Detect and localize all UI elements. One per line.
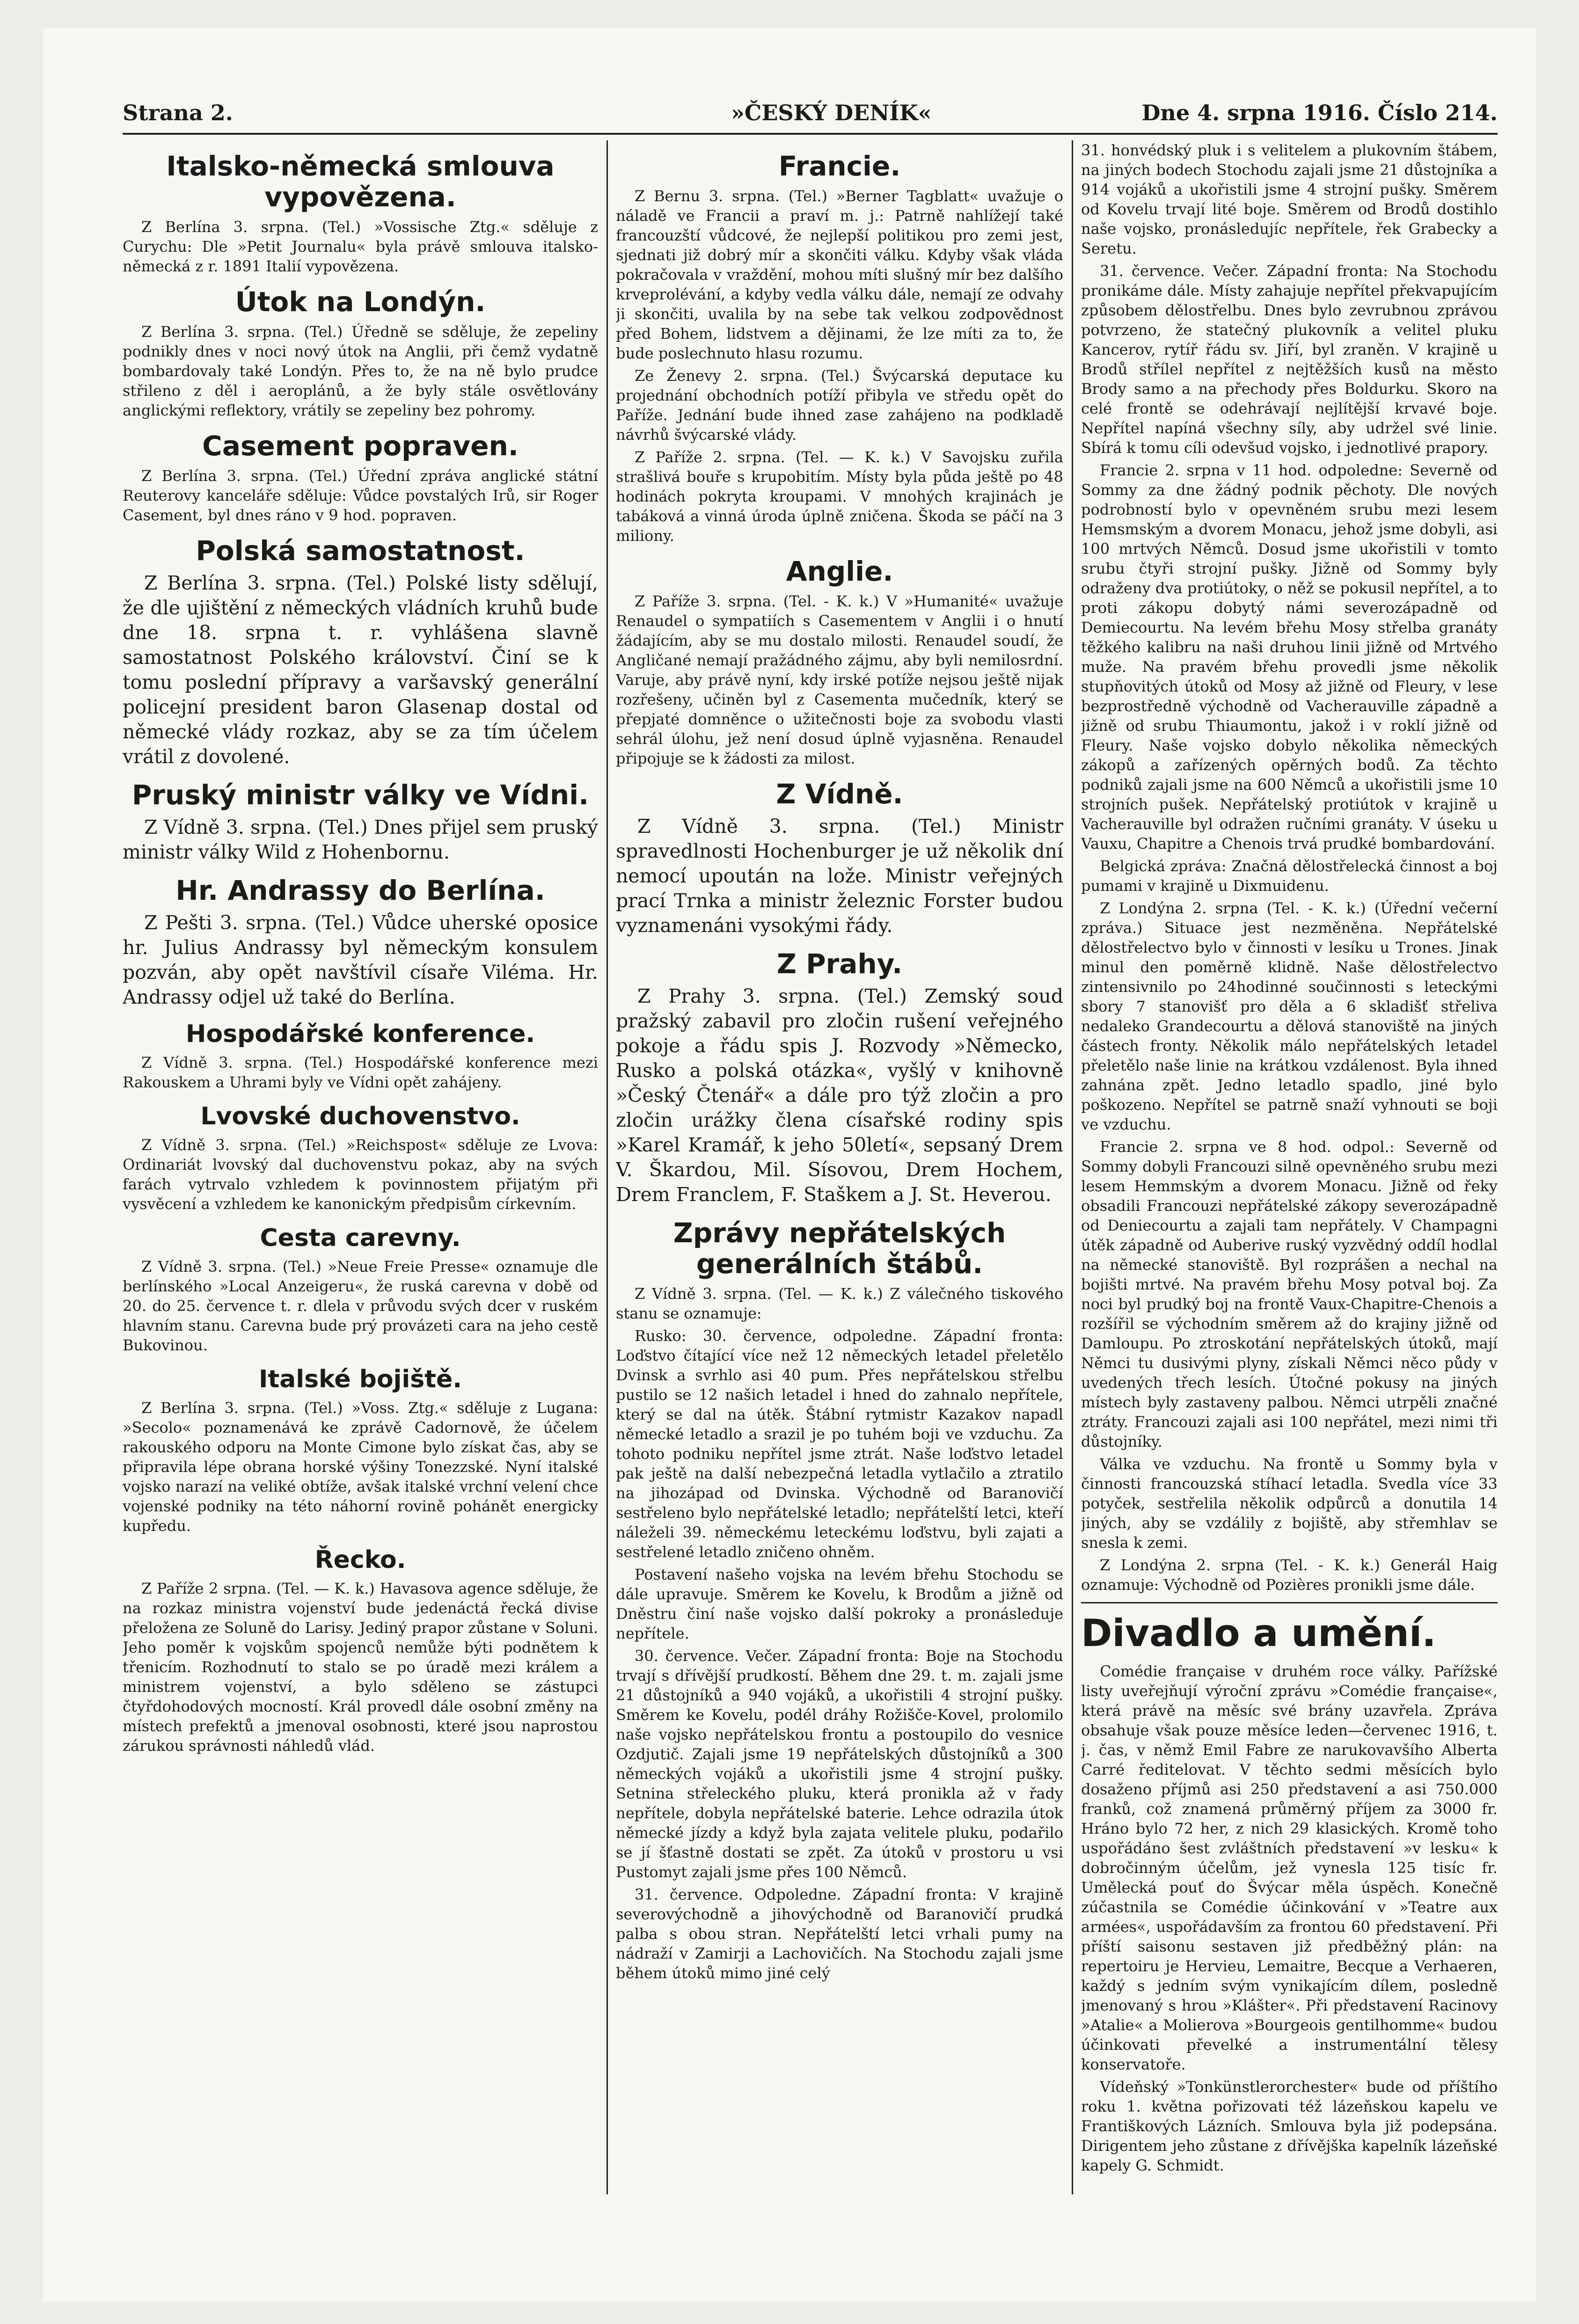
column-3	[1081, 140, 1498, 2193]
article-text: Z Londýna 2. srpna (Tel. - K. k.) (Úřední večerní zpráva.) Situace jest nezměněna. Nepřátelské dělostřelectvo bylo v činnosti v lesíku u Trones. Jinak minul den poměrně klidně. Naše dělostřelectvo zintensivnilo po 24hodinné součinnosti s leteckými sbory 7 stanovišť pro děla a 6 skladišť střeliva nedaleko Grandecourtu a dělová stanoviště na jiných částech fronty. Několik málo nepřátelských letadel přeletělo naše linie na krátkou vzdálenost. Byla ihned zahnána zpět. Jedno letadlo spadlo, jiné bylo poškozeno. Nepřítel se patrně snaží vyhnouti se boji ve vzduchu.	[1081, 899, 1498, 1133]
article-text: Z Paříže 2 srpna. (Tel. — K. k.) Havasova agence sděluje, že na rozkaz ministra vojenství bude jedenáctá řecká divise přeložena ze Soluně do Larisy. Jediný prapor zůstane v Soluni. Jeho poměr k vojskům spojenců nemůže býti podnětem k třenicím. Rozhodnutí to stalo se po úradě mezi králem a ministrem vojenství, a bylo sděleno se zástupci čtyřdohodových mocností. Král provedl dále osobní změny na místech prefektů a jmenoval osobnosti, které jsou naprostou zárukou správnosti náhledů vlád.	[123, 1580, 598, 1755]
article-title: Hr. Andrassy do Berlína.	[175, 874, 545, 906]
article-text: 31. honvédský pluk i s velitelem a plukovním štábem, na jiných bodech Stochodu zajali jsme 21 důstojníka a 914 vojáků a ukořistili jsme 4 strojní pušky. Směrem od Kovelu trvají lité boje. Směrem od Brodů dostihlo naše vojsko, pronásledujíc nepřítele, řek Grabecky a Seretu.	[1081, 141, 1498, 257]
article-text: Z Bernu 3. srpna. (Tel.) »Berner Tagblatt« uvažuje o náladě ve Francii a praví m. j.: Patrně nahlížejí také francouzští vůdcové, že nejlepší politikou pro zemi jest, sjednati již dobrý mír a skončiti válku. Kdyby však vláda pokračovala v vraždění, mohou míti slušný mír bez dalšího krveprolévání, a kdyby vedla válku dále, nemají ze odvahy ji skončiti, uvalila by na sebe tak velkou zodpovědnost před Bohem, lidstvem a dějinami, že lze míti za to, že bude poslechnuto hlasu rozumu.	[616, 187, 1063, 362]
article-text: Z Vídně 3. srpna. (Tel.) Ministr spravedlnosti Hochenburger je už několik dní nemocí upoután na lože. Ministr veřejných prací Trnka a ministr železnic Forster budou vyznamenáni vysokými řády.	[616, 815, 1063, 937]
column-rule-2	[1072, 140, 1073, 2194]
article-text: Válka ve vzduchu. Na frontě u Sommy byla v činnosti francouzská stíhací letadla. Svedla více 33 potyček, sestřelila několik odpůrců a donutila 14 jiných, aby se vzdálily z bojiště, aby střemhlav se snesla k zemi.	[1081, 1455, 1498, 1552]
article-title: Italsko-německá smlouva vypovězena.	[166, 150, 555, 213]
article-text: Z Berlína 3. srpna. (Tel.) »Vossische Ztg.« sděluje z Curychu: Dle »Petit Journalu« byla právě smlouva italsko-německá z r. 1891 Italií vypovězena.	[123, 218, 598, 275]
article-title: Pruský ministr války ve Vídni.	[132, 779, 589, 811]
article-title: Cesta carevny.	[260, 1224, 461, 1252]
article-title: Z Vídně.	[776, 778, 903, 810]
article-text: Francie 2. srpna v 11 hod. odpoledne: Severně od Sommy za dne žádný podnik pěchoty. Dle nových podrobností bylo v opevněném srubu mezi lesem Hemsmským a dvorem Monacu, jehož jsme dobyli, asi 100 mrtvých Němců. Dosud jsme ukořistili v tomto srubu čtyři strojní pušky. Jižně od Sommy byly odraženy dva protiútoky, o něž se pokusil nepřítel, a to proti zákopu dobytý námi severozápadně od Demiecourtu. Na levém břehu Mosy střelba granáty těžkého kalibru na naši druhou linii jižně od Mrtvého muže. Na pravém břehu provedli jsme několik stupňovitých útoků od Mosy až jižně od Fleury, v lese bezprostředně východně od Vacherauville západně a jižně od srubu Thiaumontu, jakož i v roklí jižně od Fleury. Naše vojsko dobylo několika německých zákopů a zařízených opěrných bodů. Za těchto podniků zajali jsme na 600 Němců a ukořistili jsme 10 strojních pušek. Nepřátelský protiútok v krajině u Vacherauville byl odražen ručními granáty. V úseku u Vauxu, Chapitre a Chenois trvá prudké bombardování.	[1081, 461, 1498, 852]
article-title: Útok na Londýn.	[235, 286, 486, 318]
article-title: Casement popraven.	[202, 430, 519, 462]
masthead: »ČESKÝ DENÍK«	[731, 100, 932, 125]
column-1	[123, 140, 598, 2193]
article-title: Řecko.	[314, 1546, 406, 1574]
article-text: Vídeňský »Tonkünstlerorchester« bude od příštího roku 1. května pořizovati též lázeňskou kapelu ve Františkových Lázních. Smlouva byla již podepsána. Dirigentem jeho zůstane z dřívějška kapelník lázeňské kapely G. Schmidt.	[1081, 2078, 1498, 2174]
article-title: Hospodářské konference.	[185, 1020, 535, 1048]
page-header	[123, 100, 1498, 135]
article-title: Zprávy nepřátelských generálních štábů.	[673, 1217, 1006, 1280]
article-title: Lvovské duchovenstvo.	[200, 1102, 520, 1130]
article-text: Francie 2. srpna ve 8 hod. odpol.: Severně od Sommy dobyli Francouzi silně opevněného srubu mezi lesem Hemmským a dvorem Monacu. Jižně od řeky obsadili Francouzi nepřátelské zákopy severozápadně od Deniecourtu a zajali tam nepřátely. V Champagni útěk západně od Auberive ruský vyzvědný oddíl hodlal na německé stanoviště. Byl rozprášen a nechal na bojišti mrtvé. Na pravém břehu Mosy potval boj. Za noci byl prudký boj na frontě Vaux-Chapitre-Chenois a rozšířil se východním směrem až do krajiny jižně od Damloupu. Po ztroskotání nepřátelských útoků, mají Němci tu dusivými plyny, získali Němci něco půdy v uvedených třech lesích. Útočné pokusy na jiných místech byly zastaveny palbou. Němci utrpěli značné ztráty. Francouzi zajali asi 100 nepřátel, mezi nimi tři důstojníky.	[1081, 1138, 1498, 1450]
column-2	[616, 140, 1063, 2193]
article-text: Z Vídně 3. srpna. (Tel.) »Neue Freie Presse« oznamuje dle berlínského »Local Anzeigeru«, že ruská carevna v době od 20. do 25. července t. r. dlela v průvodu svých dcer v ruském hlavním stanu. Carevna bude prý provázeti cara na jeho cestě Bukovinou.	[123, 1258, 598, 1354]
article-text: Comédie française v druhém roce války. Pařížské listy uveřejňují výroční zprávu »Comédie française«, která právě na měsíc své brány uzavřela. Zpráva obsahuje však pouze měsíce leden—červenec 1916, t. j. čas, v němž Emil Fabre ze narukovavšího Alberta Carré ředitelovat. V těchto sedmi měsících bylo dosaženo příjmů asi 250 představení a asi 750.000 franků, což znamená průměrný příjem za 3000 fr. Hráno bylo 72 her, z nich 29 klasických. Kromě toho uspořádáno šest zvláštních představení »v lesku« k dobročinným účelům, jež vynesla 125 tisíc fr. Umělecká pouť do Švýcar měla úspěch. Konečně zúčastnila se Comédie účinkování v »Teatre aux armées«, uspořádavším za frontou 60 představení. Při příští saisonu sestaven již předběžný plán: na repertoiru je Hervieu, Lemaitre, Becque a Verhaeren, každý s jedním svým vynikajícím dílem, posledně jmenovaný s hrou »Klášter«. Při představení Racinovy »Atalie« a Molierova »Bourgeois gentilhomme« budou účinkovati převelké a instrumentální tělesy konservatoře.	[1081, 1662, 1498, 2073]
article-text: Z Paříže 3. srpna. (Tel. - K. k.) V »Humanité« uvažuje Renaudel o sympatiích s Casementem v Anglii i o hnutí žádajícím, aby se mu dostalo milosti. Renaudel soudí, že Angličané nemají pražádného zájmu, aby byli nemilosrdní. Varuje, aby právě nyní, kdy irské potíže nejsou ještě nijak rozřešeny, učiněn byl z Casementa mučedník, který se přepjaté domněnce o užitečnosti boje za svobodu vlasti sehrál úlohu, jež není dosud úplně vyjasněna. Renaudel připojuje se k žádosti za milost.	[616, 592, 1063, 767]
article-text: Belgická zpráva: Značná dělostřelecká činnost a boj pumami v krajině u Dixmuidenu.	[1081, 857, 1498, 895]
article-text: Z Vídně 3. srpna. (Tel.) Hospodářské konference mezi Rakouskem a Uhrami byly ve Vídni opět zahájeny.	[123, 1054, 598, 1091]
date-issue: Dne 4. srpna 1916. Číslo 214.	[1141, 100, 1498, 125]
article-text: Postavení našeho vojska na levém břehu Stochodu se dále upravuje. Směrem ke Kovelu, k Brodům a jižně od Dněstru činí naše vojsko další pokroky a pronásleduje nepřítele.	[616, 1566, 1063, 1642]
article-text: Z Berlína 3. srpna. (Tel.) Polské listy sdělují, že dle ujištění z německých vládních kruhů bude dne 18. srpna t. r. vyhlášena slavně samostatnost Polského království. Činí se k tomu poslední přípravy a varšavský generální policejní president baron Glasenap dostal od německé vlády rozkaz, aby se za tím účelem vrátil z dovolené.	[123, 572, 598, 768]
article-text: Z Prahy 3. srpna. (Tel.) Zemský soud pražský zabavil pro zločin rušení veřejného pokoje a řádu spis J. Rozvody »Německo, Rusko a polská otázka«, vyšlý v knihovně »Český Čtenář« a dále pro týž zločin a pro zločin urážky člena císařské rodiny spis »Karel Kramář, k jeho 50letí«, sepsaný Drem V. Škardou, Mil. Sísovou, Drem Hochem, Drem Franclem, F. Staškem a J. St. Heverou.	[616, 985, 1063, 1206]
header-rule	[123, 133, 1498, 135]
article-title: Francie.	[778, 150, 901, 182]
article-title: Z Prahy.	[776, 948, 903, 980]
article-text: 30. července. Večer. Západní fronta: Boje na Stochodu trvají s dřívější prudkostí. Během dne 29. t. m. zajali jsme 21 důstojníků a 940 vojáků, a ukořistili 4 strojní pušky. Směrem ke Kovelu, podél dráhy Rožišče-Kovel, prolomilo naše vojsko nepřátelskou frontu a postoupilo do vesnice Ozdjutič. Zajali jsme 19 nepřátelských důstojníků a 300 německých vojáků a ukořistili jsme 4 strojní pušky. Setnina střeleckého pluku, která pronikla až v řady nepřítele, dobyla nepřátelské baterie. Lehce odrazila útok německé jízdy a když byla zajata velitele pluku, podařilo se jí šťastně dostati se zpět. Za útoků v prostoru u vsi Pustomyt zajali jsme přes 100 Němců.	[616, 1647, 1063, 1881]
article-text: Z Pešti 3. srpna. (Tel.) Vůdce uherské oposice hr. Julius Andrassy byl německým konsulem pozván, aby opět navštívil císaře Viléma. Hr. Andrassy odjel už také do Berlína.	[123, 911, 598, 1008]
article-text: Z Vídně 3. srpna. (Tel.) Dnes přijel sem pruský ministr války Wild z Hohenbornu.	[123, 816, 598, 863]
article-text: Z Vídně 3. srpna. (Tel. — K. k.) Z válečného tiskového stanu se oznamuje:	[616, 1285, 1063, 1322]
article-text: 31. července. Odpoledne. Západní fronta: V krajině severovýchodně a jihovýchodně od Baranovičí prudká palba s obou stran. Nepřátelští letci vrhali pumy na nádraží v Zamirji a Lachovičích. Na Stochodu zajali jsme během útoků mimo jiné celý	[616, 1886, 1063, 1982]
column-rule-1	[607, 140, 608, 2194]
article-text: Z Londýna 2. srpna (Tel. - K. k.) Generál Haig oznamuje: Východně od Pozières pronikli jsme dále.	[1081, 1556, 1498, 1594]
article-text: Ze Ženevy 2. srpna. (Tel.) Švýcarská deputace ku projednání obchodních potíží přibyla ve středu opět do Paříže. Jednání bude ihned zase zahájeno na podkladě návrhů švýcarské vlády.	[616, 367, 1063, 444]
article-title: Polská samostatnost.	[196, 535, 525, 567]
article-text: Z Berlína 3. srpna. (Tel.) Úřední zpráva anglické státní Reuterovy kanceláře sděluje: Vůdce povstalých Irů, sir Roger Casement, byl dnes ráno v 9 hod. popraven.	[123, 467, 598, 524]
article-text: 31. července. Večer. Západní fronta: Na Stochodu pronikáme dále. Místy zahajuje nepřítel překvapujícím způsobem dělostřelbu. Dnes bylo zevrubnou zprávou potvrzeno, že statečný plukovník a velitel pluku Kancerov, rytíř řádu sv. Jiří, byl zraněn. V krajině u Brodů střílel nepřítel z nejtěžších kusů na město Brody samo a na přechody přes Boldurku. Skoro na celé frontě se odehrávají nejlítější krvavé boje. Nepřítel napíná všechny síly, aby udržel své linie. Sbírá k tomu cíli odevšud vojsko, i jednotlivé prapory.	[1081, 262, 1498, 457]
article-text: Z Berlína 3. srpna. (Tel.) Úředně se sděluje, že zepeliny podnikly dnes v noci nový útok na Anglii, při čemž vydatně bombardovaly také Londýn. Přes to, že na ně bylo prudce střileno z děl i aeroplánů, a že byly stále osvětlovány anglickými reflektory, vrátily se zepeliny bez pohromy.	[123, 323, 598, 419]
section-title: Divadlo a umění.	[1081, 1611, 1436, 1655]
article-text: Z Berlína 3. srpna. (Tel.) »Voss. Ztg.« sděluje z Lugana: »Secolo« poznamenává ke zprávě Cadornově, že účelem rakouského odporu na Monte Cimone bylo získat čas, aby se připravila lépe obrana horské výšiny Tonezzské. Nyní italské vojsko narazí na veliké obtíže, avšak italské vrchní velení chce vojenské podniky na této náhorní rovině pohánět energicky kupředu.	[123, 1399, 598, 1535]
article-text: Z Paříže 2. srpna. (Tel. — K. k.) V Savojsku zuřila strašlivá bouře s krupobitím. Místy byla půda ještě po 48 hodinách pokryta kroupami. V mnohých krajinách je tabáková a vinná úroda úplně zničena. Škoda se páčí na 3 miliony.	[616, 448, 1063, 545]
page-number: Strana 2.	[123, 100, 233, 125]
section-divider	[1081, 1602, 1498, 1603]
article-text: Rusko: 30. července, odpoledne. Západní fronta: Loďstvo čítající více než 12 německých letadel přeletělo Dvinsk a svrhlo asi 40 pum. Přes nepřátelskou střelbu pustilo se 12 našich letadel i hned do zahnalo nepřítele, který se dal na útěk. Štábní rytmistr Kazakov napadl německé letadlo a srazil je po tuhém boji ve vzduchu. Za tohoto podniku nepřítel jsme ztrát. Naše loďstvo letadel pak ještě na další nebezpečná letadla vytlačilo a ztratilo na jihozápad od Dvinska. Východně od Baranovičí sestřeleno bylo nepřátelské letadlo; nepřátelští letci, kteří náleželi 39. německému leteckému loďstvu, byli zajati a sestřelené letadlo zničeno ohněm.	[616, 1327, 1063, 1561]
article-title: Anglie.	[786, 555, 893, 587]
article-title: Italské bojiště.	[258, 1365, 462, 1393]
article-text: Z Vídně 3. srpna. (Tel.) »Reichspost« sděluje ze Lvova: Ordinariát lvovský dal duchovenstvu pokaz, aby na svých farách vytrvalo vzhledem k povinnostem přijatým při vysvěcení a vzhledem ke kanonickým předpisům církevním.	[123, 1136, 598, 1213]
